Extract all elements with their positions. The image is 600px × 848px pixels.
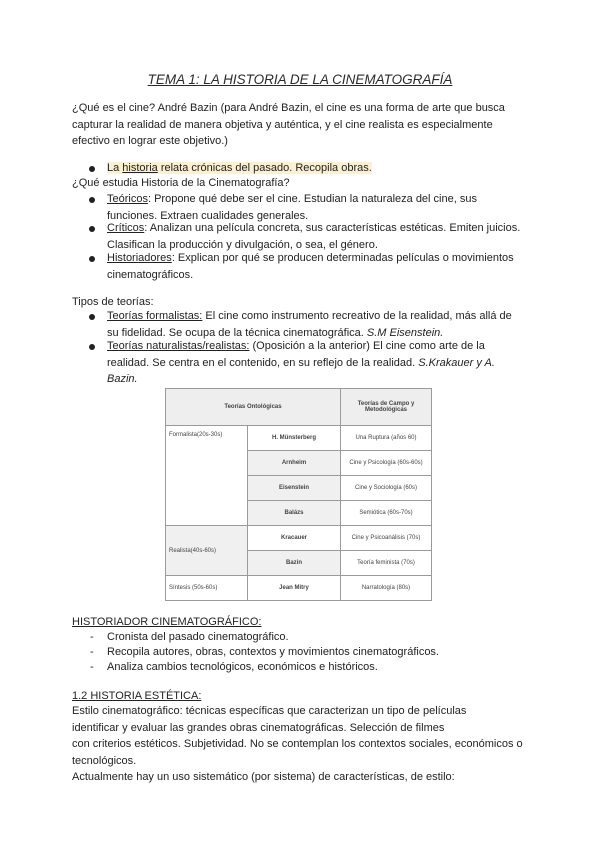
intro-line: ¿Qué es el cine? André Bazin (para André Bazin, el cine es una forma de arte que busca	[72, 102, 505, 114]
study-text: funciones. Extraen cualidades generales.	[107, 209, 309, 222]
historiador-item: Cronista del pasado cinematográfico.	[107, 631, 289, 643]
table-cell-name: Eisenstein	[248, 476, 341, 501]
estetica-heading: 1.2 HISTORIA ESTÉTICA:	[72, 690, 202, 702]
table-cell-field: Teoría feminista (70s)	[341, 551, 432, 576]
term-historiadores: Historiadores	[107, 252, 172, 264]
intro-line: efectivo en lograr este objetivo.)	[72, 135, 228, 147]
table-cell-name: Balázs	[248, 501, 341, 526]
dash-marker: -	[90, 631, 94, 643]
table-cell-field: Narratología (80s)	[341, 576, 432, 601]
historiador-item: Analiza cambios tecnológicos, económicos e históricos.	[107, 661, 378, 673]
teoria-text: realidad. Se centra en el contenido, en su reflejo de la realidad.	[107, 356, 419, 369]
teoria-item-realistas	[107, 338, 537, 388]
study-text: : Propone qué debe ser el cine. Estudian la naturaleza del cine, sus	[147, 193, 477, 205]
bullet-dot	[89, 226, 95, 232]
estetica-line: con criterios estéticos. Subjetividad. No se contemplan los contextos sociales, económicos o	[72, 738, 523, 750]
study-text: cinematográficos.	[107, 268, 194, 281]
group-realista: Realista(40s-60s)	[166, 526, 248, 576]
group-sintesis: Síntesis (50s-60s)	[166, 576, 248, 601]
table-cell-field: Cine y Sociología (60s)	[341, 476, 432, 501]
table-cell-name: H. Münsterberg	[248, 426, 341, 451]
estetica-paragraph	[72, 703, 552, 786]
historia-pre: La	[107, 162, 123, 174]
table-header-campo: Teorías de Campo y Metodológicas	[341, 389, 432, 426]
table-cell-name: Bazin	[248, 551, 341, 576]
group-formalista: Formalista(20s-30s)	[166, 426, 248, 526]
term-criticos: Críticos	[107, 222, 145, 234]
table-cell-field: Cine y Psicología (60s-60s)	[341, 451, 432, 476]
historiador-item: Recopila autores, obras, contextos y movimientos cinematográficos.	[107, 646, 439, 658]
theories-table	[165, 388, 432, 601]
study-item-criticos	[107, 220, 537, 253]
term-realistas: Teorías naturalistas/realistas:	[107, 340, 250, 352]
study-text: : Explican por qué se producen determinadas películas o movimientos	[171, 252, 514, 264]
page-title: TEMA 1: LA HISTORIA DE LA CINEMATOGRAFÍA	[147, 72, 453, 87]
bullet-dot	[89, 256, 95, 262]
table-cell-field: Semiótica (60s-70s)	[341, 501, 432, 526]
estetica-line: identificar y evaluar las grandes obras cinematográficas. Selección de filmes	[72, 721, 445, 734]
tipos-heading: Tipos de teorías:	[72, 296, 154, 308]
table-header-ontologicas: Teorías Ontológicas	[166, 389, 341, 426]
teoria-item-formalistas	[107, 308, 537, 341]
teoria-text: El cine como instrumento recreativo de la realidad, más allá de	[202, 310, 512, 322]
table-cell-field: Cine y Psicoanálisis (70s)	[341, 526, 432, 551]
teoria-text: su fidelidad. Se ocupa de la técnica cinematográfica.	[107, 326, 367, 339]
table-cell-name: Arnheim	[248, 451, 341, 476]
study-text: : Analizan una película concreta, sus características estéticas. Emiten juicios.	[144, 222, 521, 234]
dash-marker: -	[90, 646, 94, 658]
teoria-text: (Oposición a la anterior) El cine como arte de la	[249, 340, 485, 352]
dash-marker: -	[90, 661, 94, 673]
historia-rest: relata crónicas del pasado. Recopila obras.	[157, 162, 372, 174]
bullet-dot	[89, 197, 95, 203]
estetica-line: tecnológicos.	[72, 754, 137, 767]
study-text: Clasifican la producción y divulgación, o sea, el género.	[107, 238, 378, 251]
question-two: ¿Qué estudia Historia de la Cinematografía?	[72, 177, 290, 189]
estetica-line: Estilo cinematográfico: técnicas específicas que caracterizan un tipo de películas	[72, 705, 467, 717]
table-cell-field: Una Ruptura (años 60)	[341, 426, 432, 451]
bullet-dot	[89, 166, 95, 172]
table-cell-name: Jean Mitry	[248, 576, 341, 601]
teoria-author: Bazin.	[107, 373, 138, 385]
estetica-line: Actualmente hay un uso sistemático (por sistema) de características, de estilo:	[72, 771, 455, 783]
intro-line: capturar la realidad de manera objetiva y auténtica, y el cine realista es especialmente	[72, 118, 493, 131]
teoria-author: S.Krakauer y A.	[418, 356, 495, 369]
bullet-dot	[89, 344, 95, 350]
teoria-author: S.M Eisenstein.	[366, 326, 444, 339]
intro-paragraph	[72, 100, 542, 150]
bullet-dot	[89, 314, 95, 320]
term-teoricos: Teóricos	[107, 193, 148, 205]
historiador-heading: HISTORIADOR CINEMATOGRÁFICO:	[72, 616, 262, 628]
term-formalistas: Teorías formalistas:	[107, 310, 203, 322]
table-cell-name: Kracauer	[248, 526, 341, 551]
historia-link[interactable]: historia	[122, 162, 158, 174]
study-item-historiadores	[107, 250, 537, 283]
